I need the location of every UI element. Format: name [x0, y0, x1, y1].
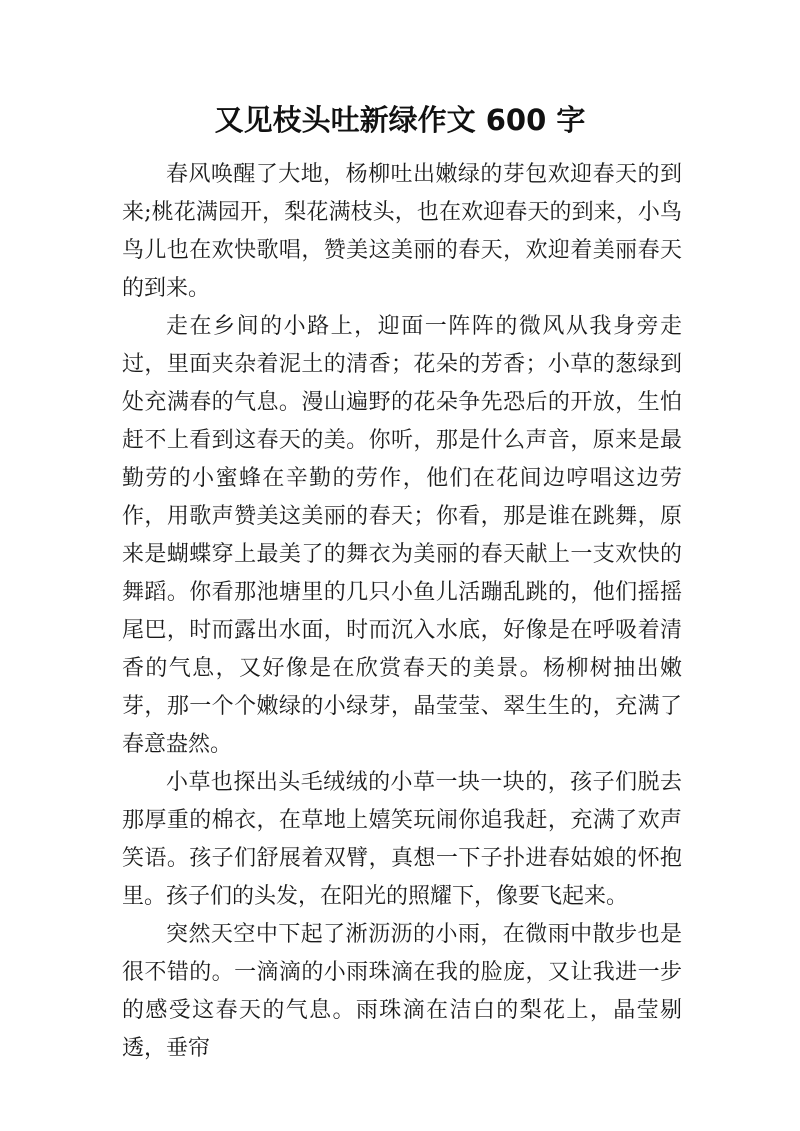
document-title: 又见枝头吐新绿作文 600 字	[214, 103, 586, 137]
document-body	[122, 156, 682, 1068]
paragraph: 走在乡间的小路上，迎面一阵阵的微风从我身旁走过，里面夹杂着泥土的清香；花朵的芳香；小草的葱绿到处充满春的气息。漫山遍野的花朵争先恐后的开放，生怕赶不上看到这春天的美。你听，那是什么声音，原来是最勤劳的小蜜蜂在辛勤的劳作，他们在花间边哼唱这边劳作，用歌声赞美这美丽的春天；你看，那是谁在跳舞，原来是蝴蝶穿上最美了的舞衣为美丽的春天献上一支欢快的舞蹈。你看那池塘里的几只小鱼儿活蹦乱跳的，他们摇摇尾巴，时而露出水面，时而沉入水底，好像是在呼吸着清香的气息，又好像是在欣赏春天的美景。杨柳树抽出嫩芽，那一个个嫩绿的小绿芽，晶莹莹、翠生生的，充满了春意盎然。	[122, 314, 682, 757]
paragraph: 突然天空中下起了淅沥沥的小雨，在微雨中散步也是很不错的。一滴滴的小雨珠滴在我的脸庞，又让我进一步的感受这春天的气息。雨珠滴在洁白的梨花上，晶莹剔透，垂帘	[122, 922, 682, 1061]
paragraph: 小草也探出头毛绒绒的小草一块一块的，孩子们脱去那厚重的棉衣，在草地上嬉笑玩闹你追我赶，充满了欢声笑语。孩子们舒展着双臂，真想一下子扑进春姑娘的怀抱里。孩子们的头发，在阳光的照耀下，像要飞起来。	[122, 770, 682, 909]
paragraph: 春风唤醒了大地，杨柳吐出嫩绿的芽包欢迎春天的到来;桃花满园开，梨花满枝头，也在欢迎春天的到来，小鸟鸟儿也在欢快歌唱，赞美这美丽的春天，欢迎着美丽春天的到来。	[122, 162, 682, 301]
